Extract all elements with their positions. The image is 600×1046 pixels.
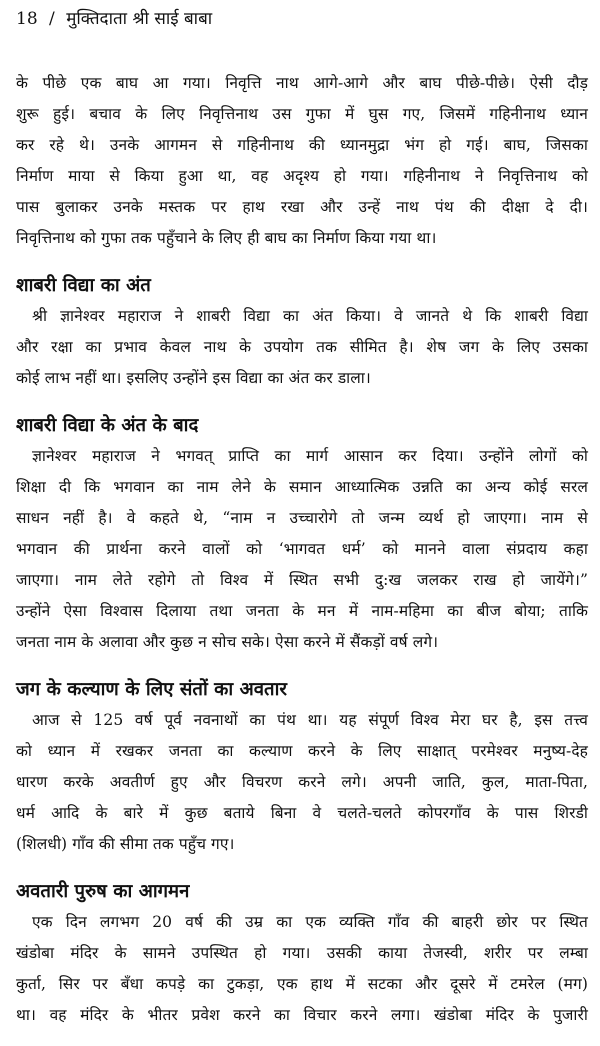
paragraph-line: के पीछे एक बाघ आ गया। निवृत्ति नाथ आगे-आगे और बाघ पीछे-पीछे। ऐसी दौड़ [16,74,588,92]
paragraph-line: जाएगा। नाम लेते रहोगे तो विश्व में स्थित सभी दु:ख जलकर राख हो जायेंगे।” [16,571,588,589]
section-paragraph [16,705,588,860]
section-heading: शाबरी विद्या के अंत के बाद [16,415,199,436]
header-separator: / [49,9,55,29]
paragraph-line: श्री ज्ञानेश्वर महाराज ने शाबरी विद्या का अंत किया। वे जानते थे कि शाबरी विद्या [32,307,588,325]
paragraph-line: निवृत्तिनाथ को गुफा तक पहुँचाने के लिए ही बाघ का निर्माण किया गया था। [16,229,437,247]
paragraph-line: को ध्यान में रखकर जनता का कल्याण करने के लिए साक्षात् परमेश्वर मनुष्य-देह [16,742,588,760]
section-heading: अवतारी पुरुष का आगमन [16,881,190,902]
paragraph-line: कर रहे थे। उनके आगमन से गहिनीनाथ की ध्यानमुद्रा भंग हो गई। बाघ, जिसका [16,136,588,154]
running-header [16,8,588,34]
paragraph-line: शिक्षा दी कि भगवान का नाम लेने के समान आध्यात्मिक उन्नति का अन्य कोई सरल [16,478,588,496]
page-number: 18 [16,9,38,29]
paragraph-line: पास बुलाकर उनके मस्तक पर हाथ रखा और उन्हें नाथ पंथ की दीक्षा दे दी। [16,198,588,216]
paragraph-line: था। वह मंदिर के भीतर प्रवेश करने का विचार करने लगा। खंडोबा मंदिर के पुजारी [16,1006,588,1024]
section-paragraph [16,907,588,1031]
paragraph-line: एक दिन लगभग 20 वर्ष की उम्र का एक व्यक्ति गाँव की बाहरी छोर पर स्थित [32,913,588,931]
intro-paragraph [16,68,588,254]
paragraph-line: ज्ञानेश्वर महाराज ने भगवत् प्राप्ति का मार्ग आसान कर दिया। उन्होंने लोगों को [32,447,588,465]
paragraph-line: जनता नाम के अलावा और कुछ न सोच सके। ऐसा करने में सैंकड़ों वर्ष लगे। [16,633,439,651]
paragraph-line: कुर्ता, सिर पर बँधा कपड़े का टुकड़ा, एक हाथ में सटका और दूसरे में टमरेल (मग) [16,975,588,993]
section-paragraph [16,301,588,394]
paragraph-line: खंडोबा मंदिर के सामने उपस्थित हो गया। उसकी काया तेजस्वी, शरीर पर लम्बा [16,944,588,962]
paragraph-line: धारण करके अवतीर्ण हुए और विचरण करने लगे। अपनी जाति, कुल, माता-पिता, [16,773,588,791]
book-page [16,8,588,1038]
paragraph-line: आज से 125 वर्ष पूर्व नवनाथों का पंथ था। यह संपूर्ण विश्व मेरा घर है, इस तत्त्व [32,711,588,729]
section-paragraph [16,441,588,658]
paragraph-line: धर्म आदि के बारे में कुछ बताये बिना वे चलते-चलते कोपरगाँव के पास शिरडी [16,804,588,822]
paragraph-line: उन्होंने ऐसा विश्वास दिलाया तथा जनता के मन में नाम-महिमा का बीज बोया; ताकि [16,602,588,620]
paragraph-line: (शिलधी) गाँव की सीमा तक पहुँच गए। [16,835,235,853]
paragraph-line: शुरू हुई। बचाव के लिए निवृत्तिनाथ उस गुफा में घुस गए, जिसमें गहिनीनाथ ध्यान [16,105,588,123]
paragraph-line: भगवान की प्रार्थना करने वालों को ‘भागवत धर्म’ को मानने वाला संप्रदाय कहा [16,540,588,558]
book-title: मुक्तिदाता श्री साई बाबा [66,9,213,29]
section-heading: जग के कल्याण के लिए संतों का अवतार [16,679,287,700]
paragraph-line: कोई लाभ नहीं था। इसलिए उन्होंने इस विद्या का अंत कर डाला। [16,369,371,387]
paragraph-line: और रक्षा का प्रभाव केवल नाथ के उपयोग तक सीमित है। शेष जग के लिए उसका [16,338,588,356]
paragraph-line: निर्माण माया से किया हुआ था, वह अदृश्य हो गया। गहिनीनाथ ने निवृत्तिनाथ को [16,167,588,185]
section-heading: शाबरी विद्या का अंत [16,275,151,296]
paragraph-line: साधन नहीं है। वे कहते थे, “नाम न उच्चारोगे तो जन्म व्यर्थ हो जाएगा। नाम से [16,509,588,527]
